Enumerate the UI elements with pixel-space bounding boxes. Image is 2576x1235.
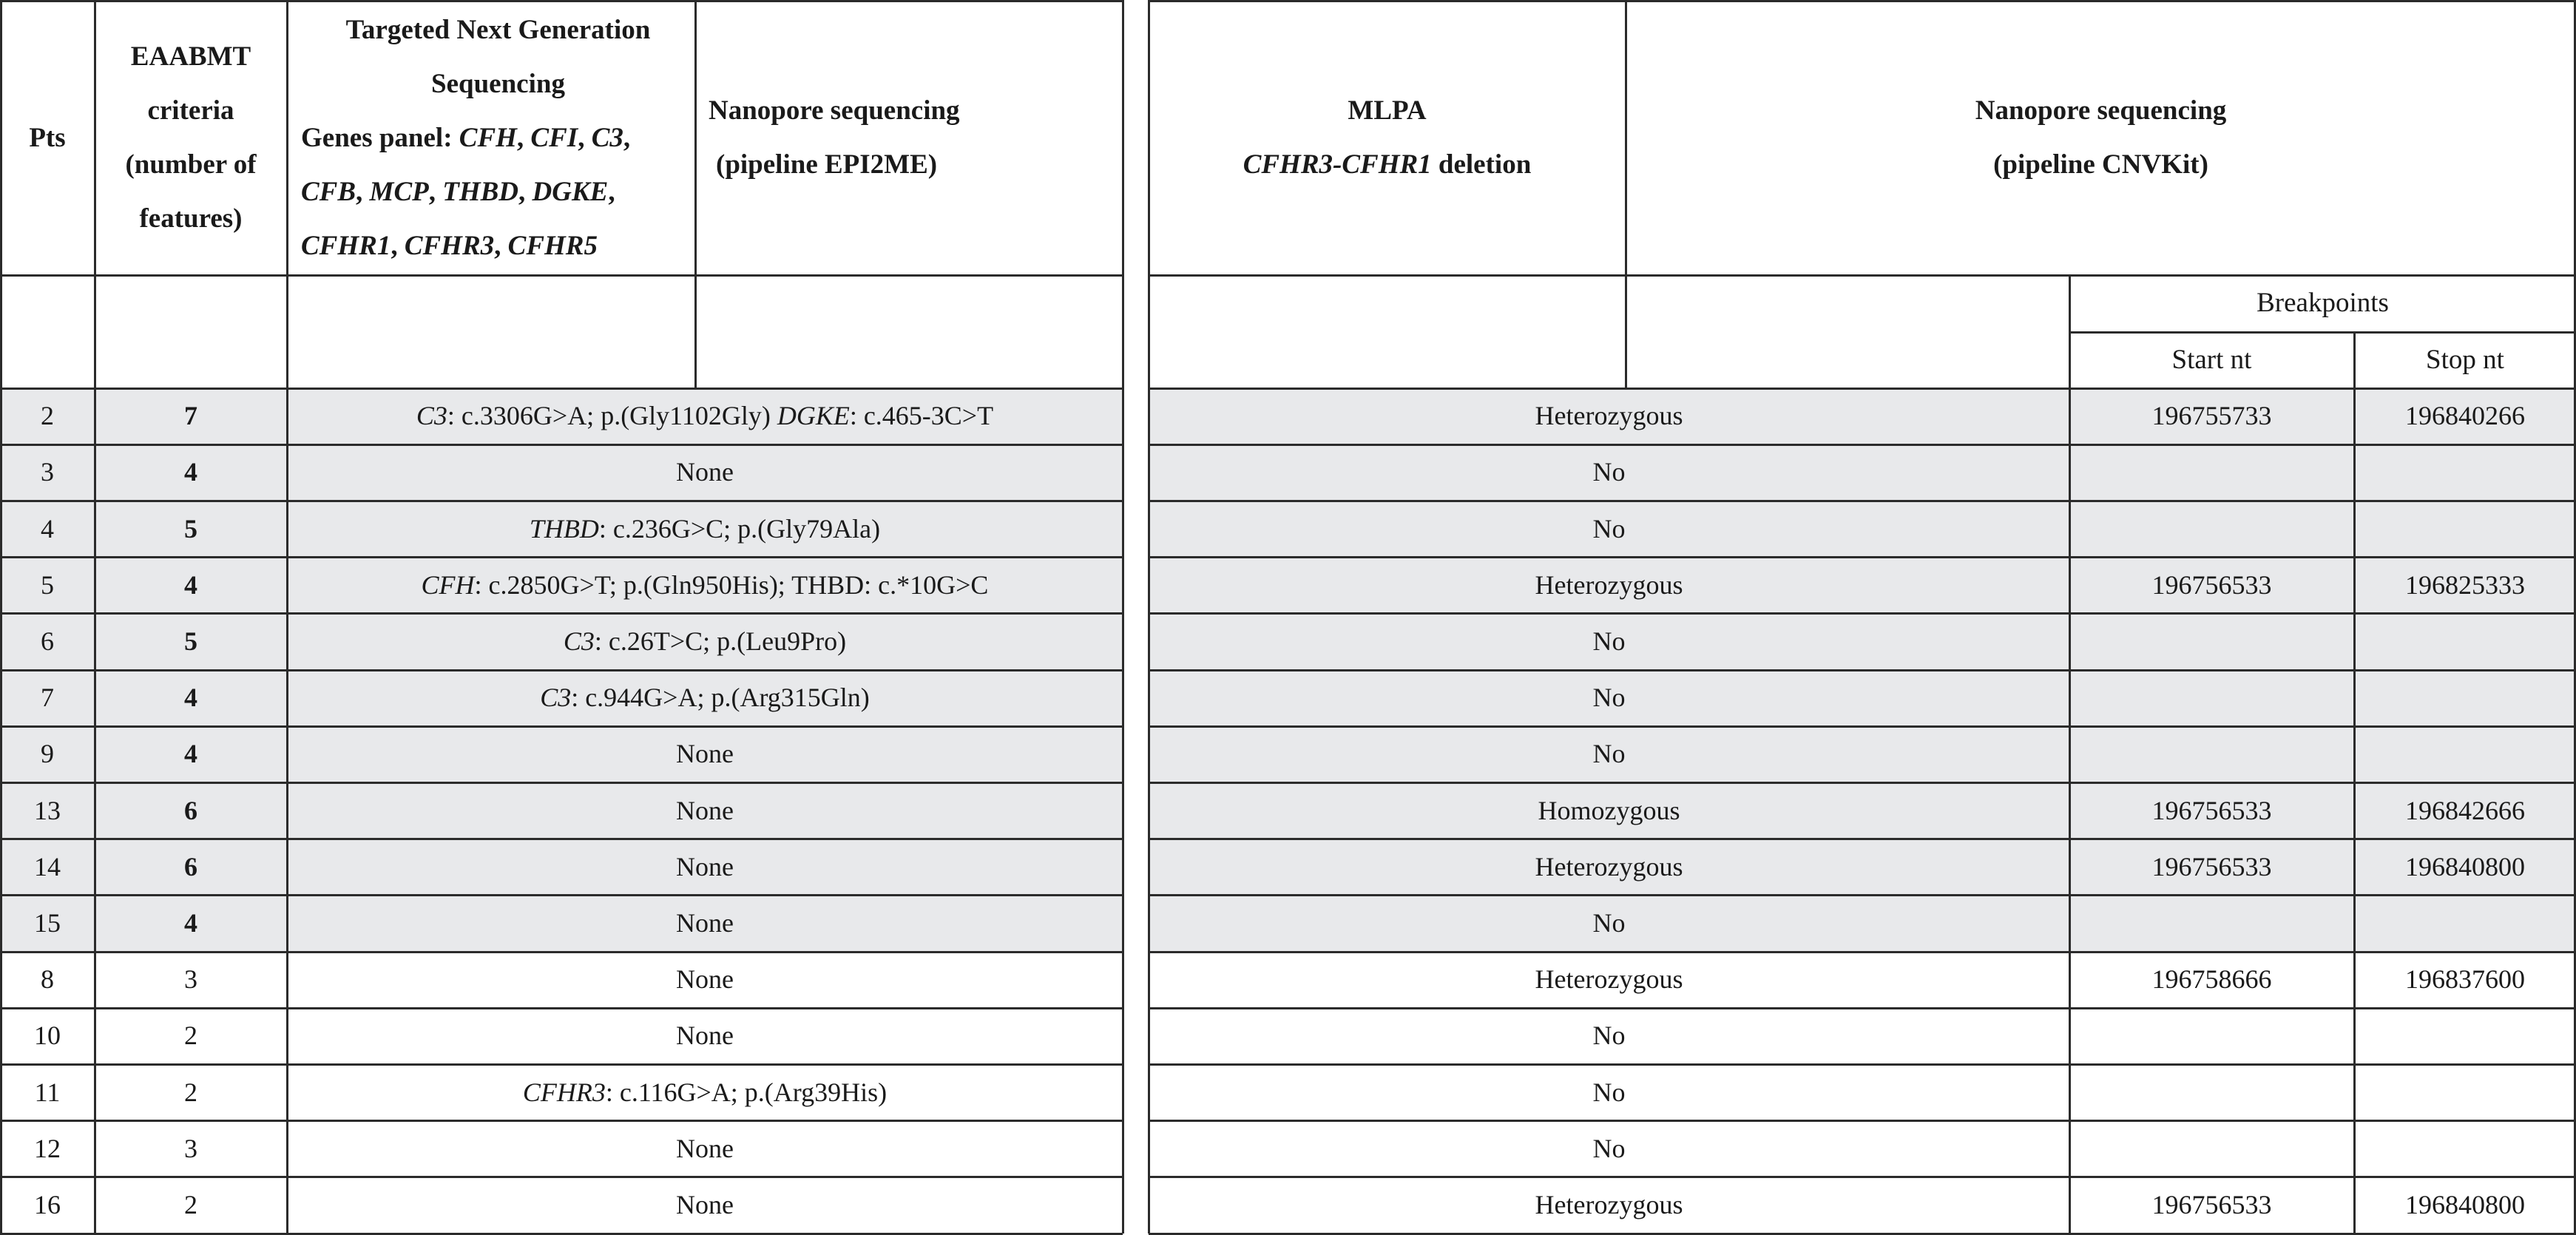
grid-line: [1149, 782, 2576, 784]
start-nt-cell: [2069, 501, 2354, 557]
stop-nt-cell-text: 196842666: [2405, 795, 2525, 825]
header-genes-line2: [301, 165, 615, 219]
deletion-cell: [1149, 726, 2069, 782]
separator: ,: [428, 176, 443, 207]
grid-line: [1149, 1120, 2576, 1122]
pt-cell: [0, 444, 95, 501]
start-nt-cell-text: 196756533: [2151, 795, 2272, 825]
pt-cell-text: 13: [34, 795, 61, 825]
grid-line: [1625, 0, 1627, 388]
start-nt-cell: [2069, 726, 2354, 782]
gene-name: CFHR3: [522, 1077, 606, 1107]
stop-nt-cell: [2354, 1008, 2576, 1064]
start-nt-cell: [2069, 782, 2354, 839]
criteria-cell-text: 5: [184, 513, 197, 544]
variant-cell: [287, 558, 1123, 614]
grid-line: [1149, 1233, 2576, 1235]
header-genes-line3: [301, 219, 598, 273]
pt-cell: [0, 896, 95, 952]
gene-name: THBD: [442, 176, 519, 207]
gene-name: MCP: [369, 176, 429, 207]
variant-text: [530, 515, 880, 544]
pt-cell-text: 3: [41, 457, 54, 487]
criteria-cell: [95, 501, 287, 557]
criteria-cell: [95, 670, 287, 726]
stop-nt-cell-text: 196825333: [2405, 569, 2525, 600]
variant-text: [540, 684, 870, 712]
criteria-cell-text: 7: [184, 401, 197, 431]
grid-line: [0, 388, 1123, 390]
grid-line: [1149, 388, 2576, 390]
variant-detail: : c.465-3C>T: [849, 401, 994, 431]
deletion-cell: [1149, 444, 2069, 501]
start-nt-cell: [2069, 670, 2354, 726]
criteria-cell: [95, 558, 287, 614]
pt-cell: [0, 1064, 95, 1120]
pt-cell-text: 10: [34, 1021, 61, 1051]
criteria-cell: [95, 839, 287, 896]
criteria-cell-text: 3: [184, 1133, 197, 1163]
header-eaabmt-line: criteria: [147, 95, 234, 126]
grid-line: [0, 1120, 1123, 1122]
header-genes-line1: [301, 111, 630, 165]
header-mlpa-suffix: deletion: [1431, 149, 1532, 180]
variant-cell: [287, 1064, 1123, 1120]
grid-line: [1149, 894, 2576, 896]
stop-nt-cell: [2354, 1121, 2576, 1177]
deletion-cell-text: Heterozygous: [1535, 569, 1683, 600]
pt-cell: [0, 782, 95, 839]
deletion-cell: [1149, 896, 2069, 952]
pt-cell-text: 5: [41, 569, 54, 600]
grid-line: [2353, 332, 2356, 1234]
header-eaabmt: [95, 0, 287, 275]
criteria-cell: [95, 782, 287, 839]
variant-cell: [287, 1008, 1123, 1064]
grid-line: [0, 1233, 1123, 1235]
stop-nt-cell: [2354, 896, 2576, 952]
criteria-cell-text: 5: [184, 626, 197, 656]
separator: ,: [623, 122, 631, 153]
grid-line: [1148, 0, 1150, 1234]
pt-cell: [0, 1008, 95, 1064]
variant-detail: : c.3306G>A; p.(Gly1102Gly): [447, 401, 777, 431]
header-eaabmt-line: (number of: [125, 149, 257, 180]
header-start-nt-label: Start nt: [2171, 344, 2252, 375]
deletion-cell: [1149, 782, 2069, 839]
grid-line: [0, 1007, 1123, 1009]
grid-line: [2069, 275, 2071, 1234]
variant-text: [676, 1135, 734, 1163]
header-breakpoints-label: Breakpoints: [2256, 288, 2389, 319]
header-mlpa-title: MLPA: [1348, 95, 1427, 126]
variant-text: [676, 459, 734, 487]
gene-name: DGKE: [777, 401, 850, 431]
variant-cell: [287, 896, 1123, 952]
start-nt-cell-text: 196756533: [2151, 1189, 2272, 1219]
grid-line: [0, 0, 1123, 2]
criteria-cell-text: 4: [184, 907, 197, 938]
criteria-cell: [95, 952, 287, 1008]
separator: ,: [356, 176, 370, 207]
gene-name: CFI: [530, 122, 578, 153]
grid-line: [1122, 0, 1124, 1234]
variant-cell: [287, 782, 1123, 839]
grid-line: [0, 838, 1123, 840]
deletion-cell-text: Homozygous: [1538, 795, 1680, 825]
deletion-cell: [1149, 1121, 2069, 1177]
deletion-cell-text: Heterozygous: [1535, 851, 1683, 882]
deletion-cell-text: No: [1592, 1021, 1626, 1051]
pt-cell-text: 2: [41, 401, 54, 431]
criteria-cell-text: 4: [184, 739, 197, 769]
stop-nt-cell: [2354, 444, 2576, 501]
grid-line: [0, 725, 1123, 728]
deletion-cell: [1149, 614, 2069, 670]
variant-detail: None: [676, 1021, 734, 1051]
criteria-cell-text: 4: [184, 683, 197, 713]
criteria-cell: [95, 726, 287, 782]
header-tngs-title: Sequencing: [431, 68, 565, 99]
grid-line: [1149, 444, 2576, 446]
variant-text: [564, 628, 846, 656]
variant-detail: None: [676, 457, 734, 487]
pt-cell: [0, 1177, 95, 1234]
stop-nt-cell: [2354, 558, 2576, 614]
stop-nt-cell: [2354, 952, 2576, 1008]
deletion-cell-text: No: [1592, 907, 1626, 938]
deletion-cell: [1149, 1177, 2069, 1234]
variant-text: [676, 907, 734, 938]
header-epi2me-line: (pipeline EPI2ME): [716, 149, 938, 180]
pt-cell: [0, 388, 95, 444]
gene-name: CFHR3-CFHR1: [1243, 149, 1432, 180]
header-stop-nt-label: Stop nt: [2426, 344, 2504, 375]
criteria-cell: [95, 614, 287, 670]
pt-cell: [0, 501, 95, 557]
header-epi2me-line: Nanopore sequencing: [709, 95, 960, 126]
separator: ,: [494, 230, 508, 261]
pt-cell-text: 16: [34, 1189, 61, 1219]
grid-line: [0, 500, 1123, 502]
grid-line: [1149, 838, 2576, 840]
grid-line: [1149, 669, 2576, 671]
gene-name: C3: [416, 401, 447, 431]
deletion-cell-text: No: [1592, 1133, 1626, 1163]
grid-line: [0, 1176, 1123, 1178]
grid-line: [0, 444, 1123, 446]
header-cnvkit-line: Nanopore sequencing: [1975, 95, 2227, 126]
criteria-cell: [95, 1064, 287, 1120]
criteria-cell: [95, 388, 287, 444]
start-nt-cell: [2069, 388, 2354, 444]
header-pts-label: Pts: [29, 122, 66, 153]
start-nt-cell: [2069, 1064, 2354, 1120]
grid-line: [0, 0, 2, 1234]
deletion-cell: [1149, 388, 2069, 444]
header-nanopore-cnvkit: [1626, 0, 2576, 275]
variant-detail: : c.2850G>T; p.(Gln950His); THBD: c.*10G>C: [474, 569, 989, 600]
deletion-cell: [1149, 670, 2069, 726]
pt-cell-text: 12: [34, 1133, 61, 1163]
stop-nt-cell: [2354, 614, 2576, 670]
start-nt-cell-text: 196756533: [2151, 569, 2272, 600]
stop-nt-cell: [2354, 782, 2576, 839]
deletion-cell-text: No: [1592, 683, 1626, 713]
separator: ,: [516, 122, 531, 153]
variant-detail: : c.944G>A; p.(Arg315Gln): [571, 683, 870, 713]
gene-name: CFH: [459, 122, 517, 153]
variant-detail: : c.236G>C; p.(Gly79Ala): [598, 513, 881, 544]
gene-name: DGKE: [532, 176, 609, 207]
criteria-cell: [95, 896, 287, 952]
variant-detail: None: [676, 1133, 734, 1163]
gene-name: CFHR3: [404, 230, 495, 261]
grid-line: [94, 0, 96, 1234]
grid-line: [1149, 556, 2576, 558]
variant-cell: [287, 388, 1123, 444]
pt-cell: [0, 558, 95, 614]
header-start-nt: [2069, 332, 2354, 388]
deletion-cell-text: Heterozygous: [1535, 1189, 1683, 1219]
start-nt-cell: [2069, 444, 2354, 501]
stop-nt-cell-text: 196840800: [2405, 1189, 2525, 1219]
criteria-cell-text: 2: [184, 1077, 197, 1107]
pt-cell-text: 7: [41, 683, 54, 713]
gene-name: CFH: [421, 569, 475, 600]
criteria-cell: [95, 1177, 287, 1234]
pt-cell-text: 14: [34, 851, 61, 882]
grid-line: [1149, 1063, 2576, 1066]
pt-cell-text: 8: [41, 964, 54, 995]
stop-nt-cell: [2354, 1177, 2576, 1234]
criteria-cell-text: 6: [184, 795, 197, 825]
variant-text: [676, 966, 734, 994]
start-nt-cell-text: 196758666: [2151, 964, 2272, 995]
variant-cell: [287, 501, 1123, 557]
variant-text: [523, 1079, 887, 1107]
gene-name: THBD: [529, 513, 599, 544]
genes-prefix: Genes panel:: [301, 122, 459, 153]
pt-cell: [0, 670, 95, 726]
grid-line: [286, 0, 288, 1234]
stop-nt-cell: [2354, 839, 2576, 896]
criteria-cell-text: 6: [184, 851, 197, 882]
start-nt-cell: [2069, 839, 2354, 896]
gene-name: C3: [540, 683, 572, 713]
deletion-cell-text: No: [1592, 739, 1626, 769]
pt-cell: [0, 614, 95, 670]
stop-nt-cell-text: 196840800: [2405, 851, 2525, 882]
variant-text: [676, 1191, 734, 1219]
start-nt-cell-text: 196755733: [2151, 401, 2272, 431]
header-pts: [0, 0, 95, 275]
header-nanopore-epi2me: [695, 0, 1123, 275]
deletion-cell: [1149, 1064, 2069, 1120]
deletion-cell: [1149, 952, 2069, 1008]
variant-text: [421, 569, 989, 600]
deletion-cell: [1149, 558, 2069, 614]
grid-line: [2069, 331, 2576, 334]
stop-nt-cell-text: 196840266: [2405, 401, 2525, 431]
grid-line: [0, 556, 1123, 558]
grid-line: [1149, 1007, 2576, 1009]
grid-line: [0, 782, 1123, 784]
variant-text: [416, 402, 993, 430]
separator: ,: [391, 230, 405, 261]
variant-detail: None: [676, 851, 734, 882]
grid-line: [1149, 725, 2576, 728]
header-stop-nt: [2354, 332, 2576, 388]
stop-nt-cell: [2354, 1064, 2576, 1120]
variant-cell: [287, 670, 1123, 726]
header-breakpoints: [2069, 275, 2576, 332]
grid-line: [1149, 612, 2576, 615]
deletion-cell-text: No: [1592, 626, 1626, 656]
deletion-cell: [1149, 501, 2069, 557]
variant-detail: None: [676, 907, 734, 938]
header-eaabmt-line: features): [139, 203, 243, 234]
gene-name: C3: [591, 122, 623, 153]
separator: ,: [578, 122, 592, 153]
grid-line: [1149, 500, 2576, 502]
grid-line: [0, 1063, 1123, 1066]
separator: ,: [608, 176, 615, 207]
pt-cell: [0, 726, 95, 782]
variant-cell: [287, 614, 1123, 670]
deletion-cell: [1149, 839, 2069, 896]
pt-cell-text: 15: [34, 907, 61, 938]
pt-cell-text: 11: [34, 1077, 61, 1107]
start-nt-cell-text: 196756533: [2151, 851, 2272, 882]
variant-cell: [287, 1177, 1123, 1234]
variant-detail: : c.26T>C; p.(Leu9Pro): [594, 626, 847, 656]
criteria-cell-text: 3: [184, 964, 197, 995]
header-tngs: [287, 0, 695, 275]
pt-cell-text: 9: [41, 739, 54, 769]
variant-detail: None: [676, 795, 734, 825]
criteria-cell: [95, 1121, 287, 1177]
grid-line: [0, 951, 1123, 953]
variant-detail: None: [676, 739, 734, 769]
start-nt-cell: [2069, 1121, 2354, 1177]
deletion-cell-text: No: [1592, 457, 1626, 487]
variant-cell: [287, 839, 1123, 896]
gene-name: C3: [563, 626, 595, 656]
grid-line: [0, 894, 1123, 896]
grid-line: [694, 0, 697, 388]
criteria-cell-text: 2: [184, 1189, 197, 1219]
variant-cell: [287, 726, 1123, 782]
stop-nt-cell: [2354, 388, 2576, 444]
header-eaabmt-line: EAABMT: [130, 41, 251, 72]
pt-cell: [0, 839, 95, 896]
start-nt-cell: [2069, 896, 2354, 952]
variant-text: [676, 740, 734, 768]
variant-text: [676, 1022, 734, 1050]
grid-line: [1149, 1176, 2576, 1178]
header-tngs-title: Targeted Next Generation: [345, 14, 651, 45]
stop-nt-cell: [2354, 670, 2576, 726]
gene-name: CFHR1: [301, 230, 391, 261]
grid-line: [1149, 0, 2576, 2]
deletion-cell-text: No: [1592, 513, 1626, 544]
pt-cell: [0, 952, 95, 1008]
separator: ,: [518, 176, 533, 207]
grid-line: [0, 274, 1123, 277]
variant-detail: None: [676, 964, 734, 995]
variant-cell: [287, 1121, 1123, 1177]
deletion-cell-text: No: [1592, 1077, 1626, 1107]
pt-cell-text: 6: [41, 626, 54, 656]
gene-name: CFHR5: [507, 230, 598, 261]
grid-line: [0, 612, 1123, 615]
variant-cell: [287, 444, 1123, 501]
pt-cell: [0, 1121, 95, 1177]
stop-nt-cell: [2354, 726, 2576, 782]
grid-line: [1149, 274, 2576, 277]
variant-detail: None: [676, 1189, 734, 1219]
start-nt-cell: [2069, 1008, 2354, 1064]
deletion-cell: [1149, 1008, 2069, 1064]
start-nt-cell: [2069, 1177, 2354, 1234]
header-mlpa-deletion: [1243, 138, 1532, 192]
start-nt-cell: [2069, 558, 2354, 614]
criteria-cell: [95, 444, 287, 501]
variant-text: [676, 797, 734, 825]
grid-line: [0, 669, 1123, 671]
start-nt-cell: [2069, 614, 2354, 670]
variant-detail: : c.116G>A; p.(Arg39His): [605, 1077, 888, 1107]
deletion-cell-text: Heterozygous: [1535, 401, 1683, 431]
pt-cell-text: 4: [41, 513, 54, 544]
stop-nt-cell-text: 196837600: [2405, 964, 2525, 995]
criteria-cell-text: 4: [184, 457, 197, 487]
deletion-cell-text: Heterozygous: [1535, 964, 1683, 995]
header-cnvkit-line: (pipeline CNVKit): [1993, 149, 2208, 180]
grid-line: [1149, 951, 2576, 953]
criteria-cell-text: 4: [184, 569, 197, 600]
criteria-cell: [95, 1008, 287, 1064]
variant-text: [676, 853, 734, 882]
gene-name: CFB: [301, 176, 356, 207]
start-nt-cell: [2069, 952, 2354, 1008]
header-mlpa: [1149, 0, 1626, 275]
variant-cell: [287, 952, 1123, 1008]
stop-nt-cell: [2354, 501, 2576, 557]
criteria-cell-text: 2: [184, 1021, 197, 1051]
